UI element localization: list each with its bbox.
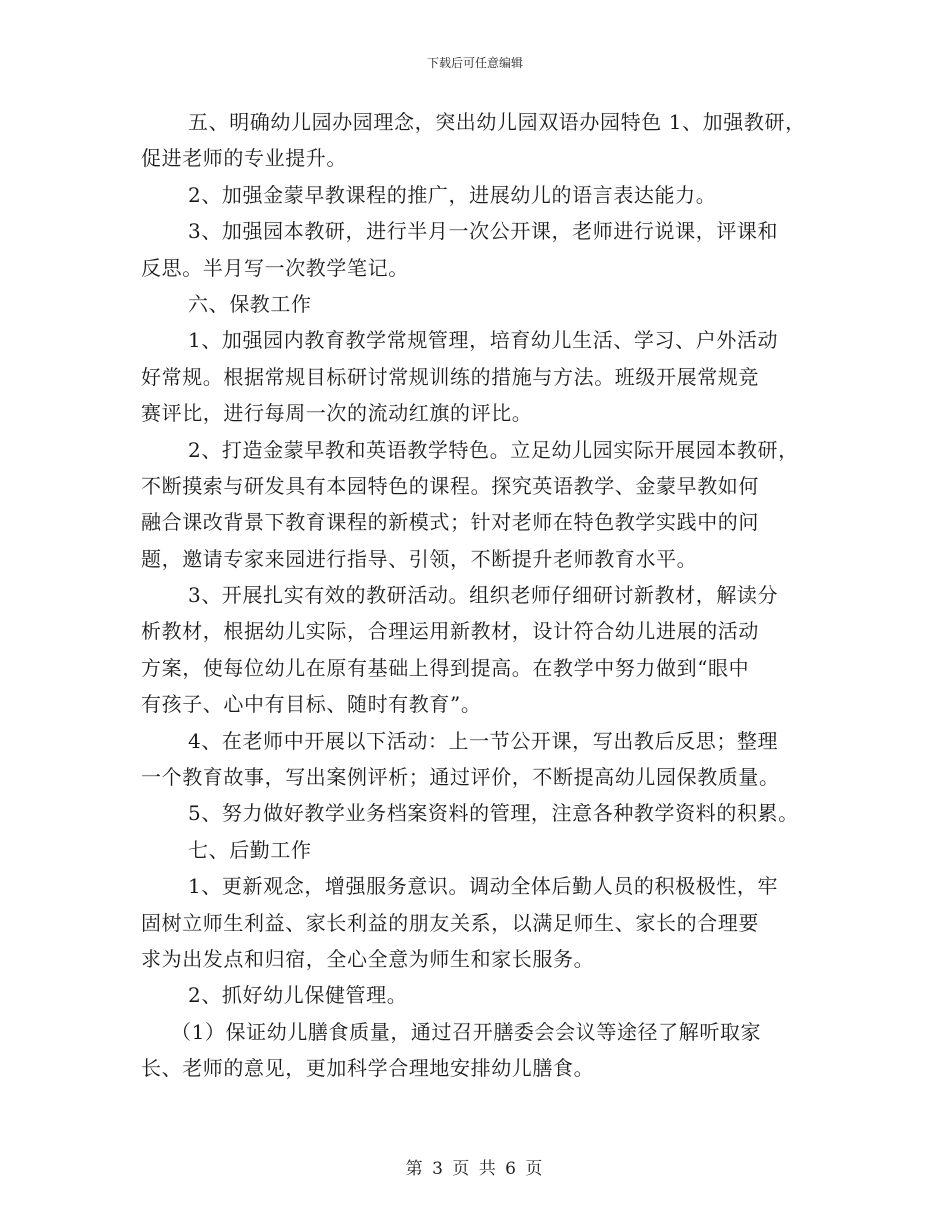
- text-line: 五、明确幼儿园办园理念，突出幼儿园双语办园特色 1、加强教研，: [188, 110, 806, 134]
- text-line: 析教材，根据幼儿实际，合理运用新教材，设计符合幼儿进展的活动: [141, 619, 759, 644]
- text-line: 赛评比，进行每周一次的流动红旗的评比。: [141, 401, 533, 426]
- text-line: 3、加强园本教研，进行半月一次公开课，老师进行说课，评课和: [188, 219, 779, 244]
- text-line: 1、更新观念，增强服务意识。调动全体后勤人员的积极极性，牢: [188, 874, 779, 899]
- text-line: 2、抓好幼儿保健管理。: [188, 983, 408, 1008]
- text-line: 2、打造金蒙早教和英语教学特色。立足幼儿园实际开展园本教研，: [188, 437, 799, 462]
- page-header: 下载后可任意编辑: [426, 56, 523, 70]
- page-footer: 第 3 页 共 6 页: [405, 1159, 545, 1179]
- text-line: 促进老师的专业提升。: [141, 146, 347, 171]
- text-line: 六、保教工作: [188, 291, 312, 316]
- text-line: 5、努力做好教学业务档案资料的管理，注意各种教学资料的积累。: [188, 801, 799, 826]
- text-line: 3、开展扎实有效的教研活动。组织老师仔细研讨新教材，解读分: [188, 583, 779, 608]
- text-line: 有孩子、心中有目标、随时有教育”。: [141, 692, 482, 717]
- text-line: 反思。半月写一次教学笔记。: [141, 255, 409, 280]
- text-line: 题，邀请专家来园进行指导、引领，不断提升老师教育水平。: [141, 546, 698, 571]
- text-line: 固树立师生利益、家长利益的朋友关系，以满足师生、家长的合理要: [141, 910, 759, 935]
- document-body: [141, 104, 821, 1087]
- text-line: 1、加强园内教育教学常规管理，培育幼儿生活、学习、户外活动: [188, 328, 779, 353]
- text-line: 不断摸索与研发具有本园特色的课程。探究英语教学、金蒙早教如何: [141, 473, 759, 498]
- text-line: 融合课改背景下教育课程的新模式；针对老师在特色教学实践中的问: [141, 510, 759, 535]
- text-line: 求为出发点和归宿，全心全意为师生和家长服务。: [141, 946, 595, 971]
- text-line: 好常规。根据常规目标研讨常规训练的措施与方法。班级开展常规竞: [141, 364, 759, 389]
- text-line: 七、后勤工作: [188, 837, 312, 862]
- text-line: 2、加强金蒙早教课程的推广，进展幼儿的语言表达能力。: [188, 182, 717, 207]
- text-line: （1）保证幼儿膳食质量，通过召开膳委会会议等途径了解听取家: [171, 1019, 762, 1044]
- text-line: 一个教育故事，写出案例评析；通过评价，不断提高幼儿园保教质量。: [141, 765, 780, 790]
- text-line: 方案，使每位幼儿在原有基础上得到提高。在教学中努力做到“眼中: [141, 655, 750, 680]
- text-line: 4、在老师中开展以下活动：上一节公开课，写出教后反思；整理: [188, 728, 779, 753]
- text-line: 长、老师的意见，更加科学合理地安排幼儿膳食。: [141, 1056, 595, 1081]
